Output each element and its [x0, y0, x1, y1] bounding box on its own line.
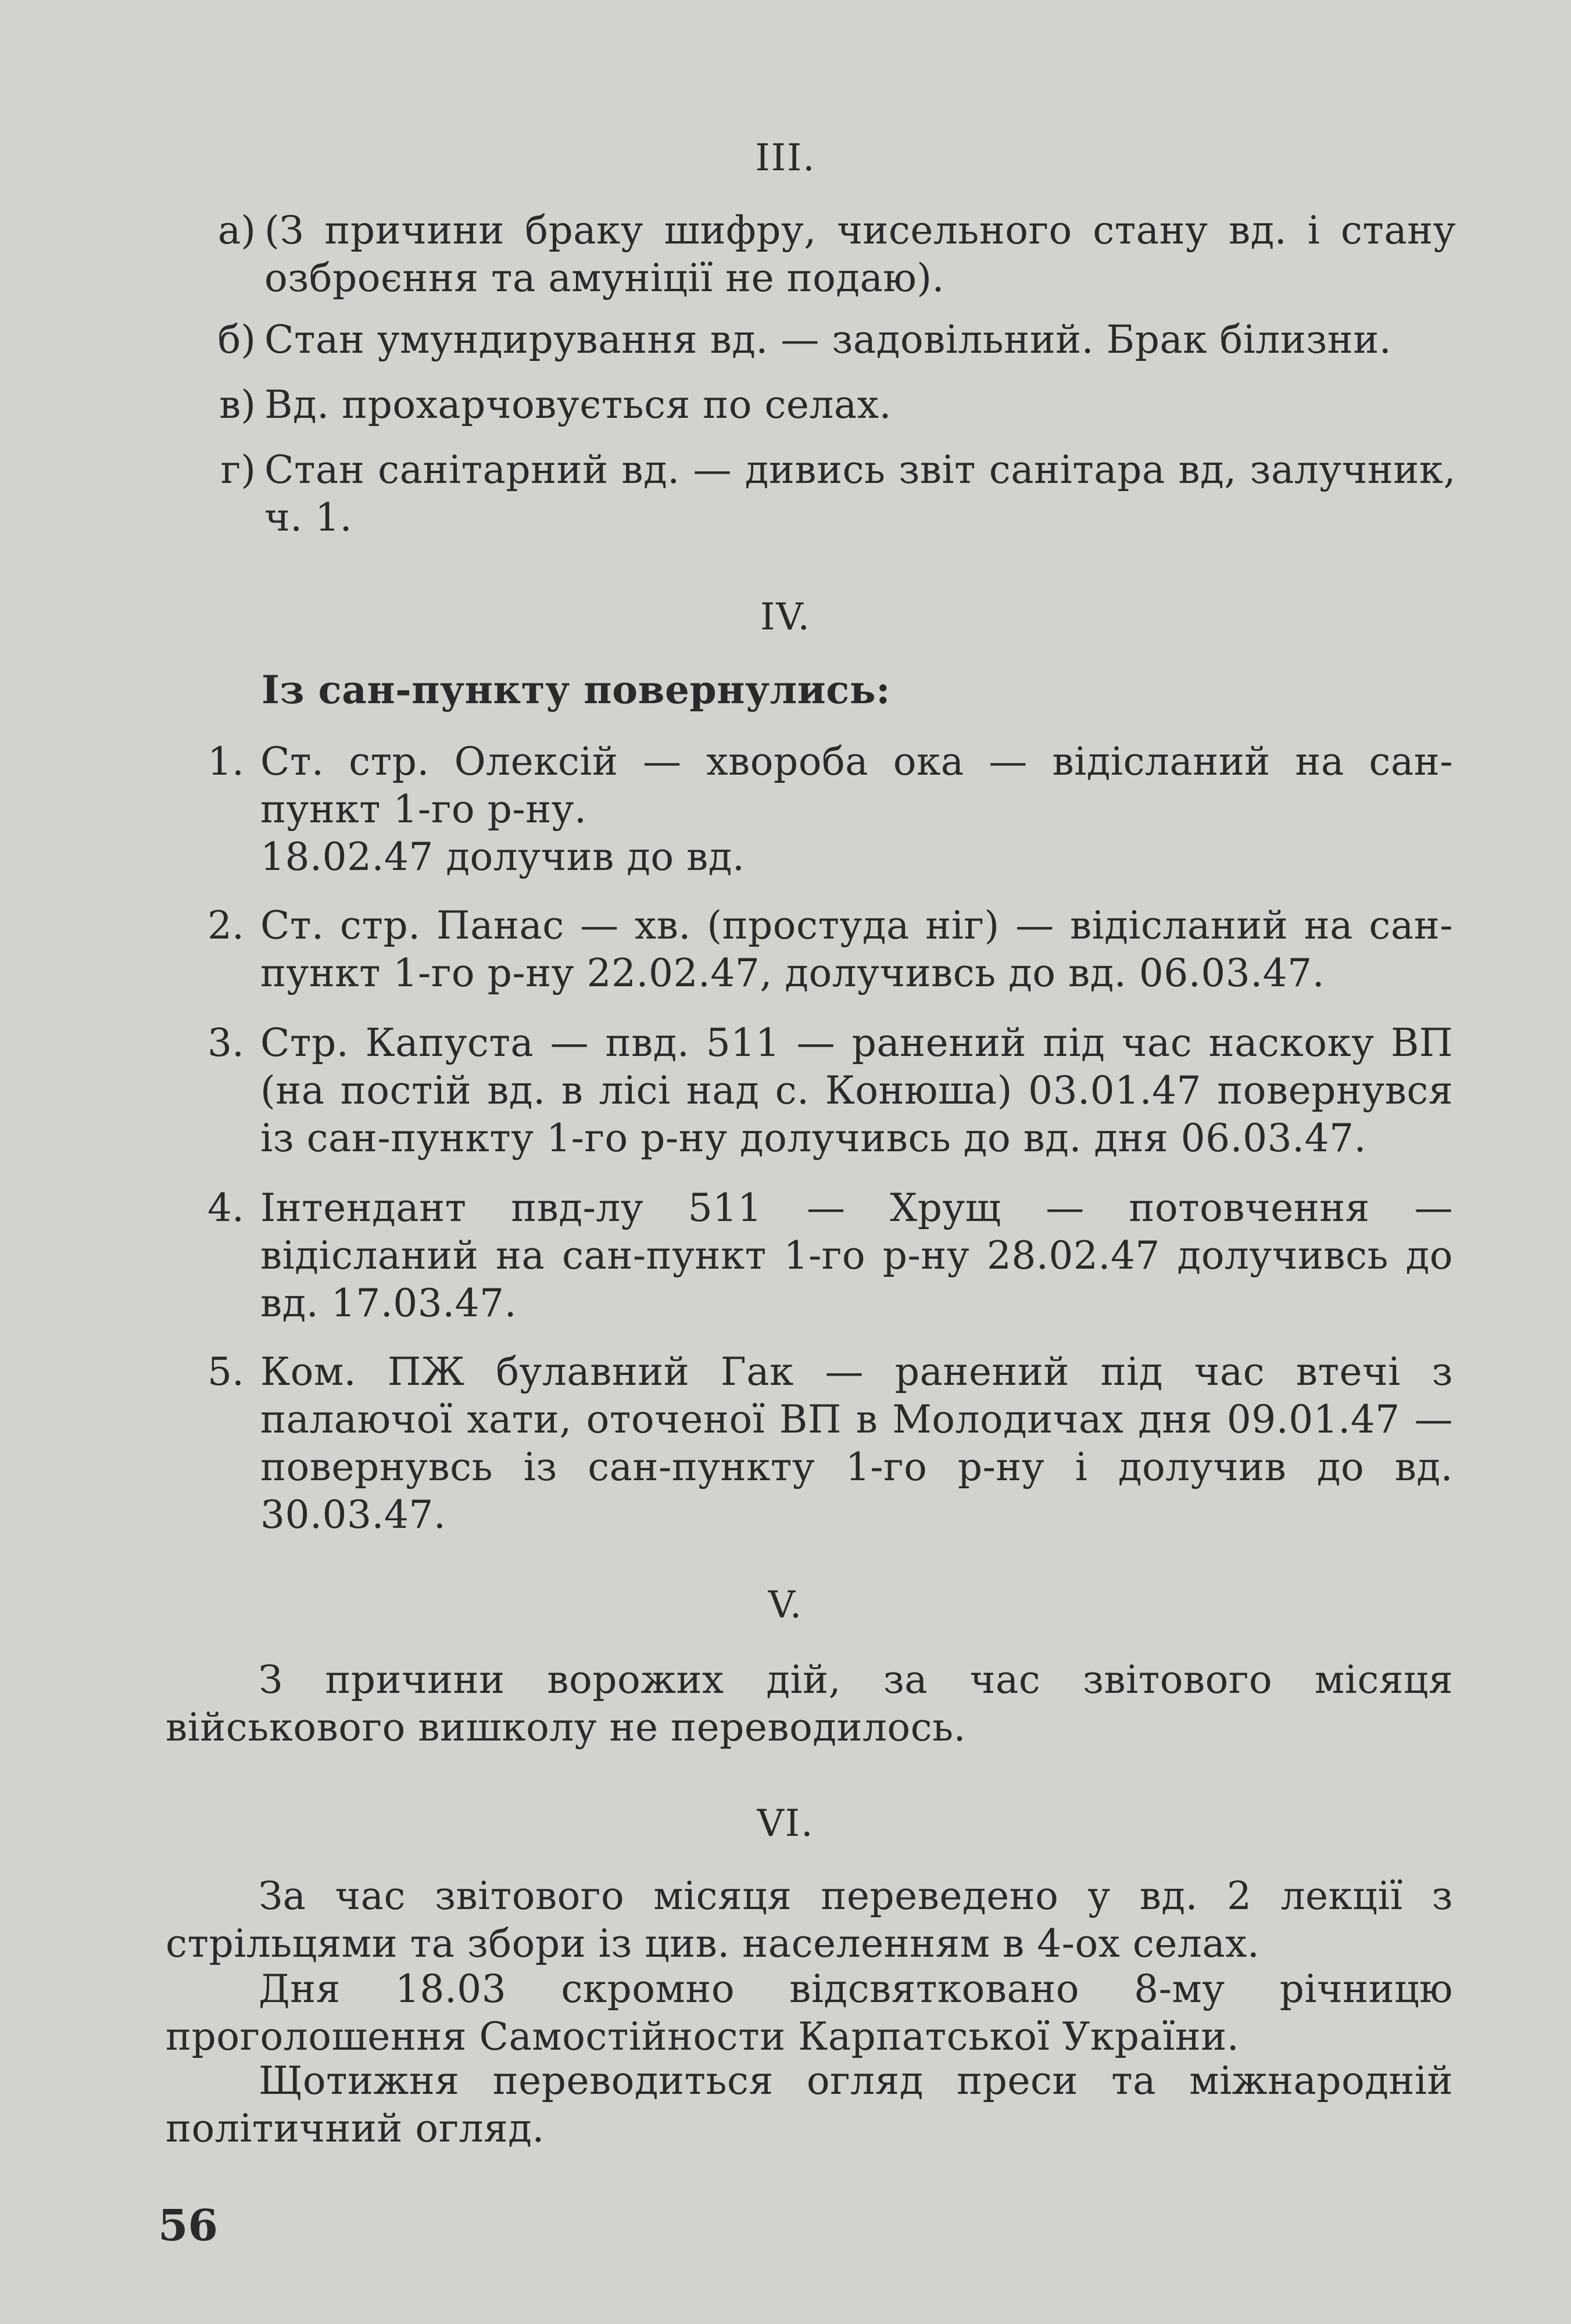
section-iii-item-text: Стан умундирування вд. — задовільний. Брак білизни.: [264, 317, 1392, 362]
section-iv-heading: IV.: [760, 596, 811, 639]
section-iv-item-marker: 4.: [207, 1186, 244, 1230]
section-iv-subheading: Із сан-пункту повернулись:: [262, 667, 890, 712]
page-number: 56: [158, 2201, 218, 2251]
section-iii-item-text: (З причини браку шифру, чисельного стану вд. і стану озброєння та амуніції не подаю).: [264, 208, 1456, 300]
section-v-heading: V.: [768, 1584, 803, 1627]
section-iii-item-marker: б): [217, 317, 256, 362]
section-iv-item-note: 18.02.47 долучив до вд.: [260, 835, 745, 879]
section-iv-item-text: Ком. ПЖ булавний Гак — ранений під час втечі з палаючої хати, оточеної ВП в Молодичах дня 09.01.47 — повернувсь із сан-пункту 1-го р-ну і долучив до вд. 30.03.47.: [260, 1349, 1453, 1537]
section-iv-item-text: Стр. Капуста — пвд. 511 — ранений під час наскоку ВП (на постій вд. в лісі над с. Конюша) 03.01.47 повернувся із сан-пункту 1-го р-ну долучивсь до вд. дня 06.03.47.: [260, 1020, 1453, 1161]
section-iv-item-text: Ст. стр. Панас — хв. (простуда ніг) — відісланий на сан-пункт 1-го р-ну 22.02.47, долучивсь до вд. 06.03.47.: [260, 903, 1453, 996]
section-v-paragraph: З причини ворожих дій, за час звітового місяця військового вишколу не переводилось.: [166, 1657, 1453, 1750]
section-iii-item-marker: в): [219, 382, 256, 427]
section-iii-item-text: Стан санітарний вд. — дивись звіт санітара вд, залучник, ч. 1.: [264, 447, 1456, 540]
section-vi-paragraph: Дня 18.03 скромно відсвятковано 8-му річницю проголошення Самостійности Карпатської України.: [166, 1967, 1453, 2059]
section-iii-heading: III.: [755, 137, 816, 180]
section-iv-item-marker: 2.: [207, 903, 244, 948]
section-iv-item-marker: 3.: [207, 1020, 244, 1065]
section-vi-heading: VI.: [757, 1802, 814, 1845]
section-iii-item-marker: а): [217, 208, 256, 253]
section-vi-paragraph: За час звітового місяця переведено у вд. 2 лекції з стрільцями та збори із цив. населенням в 4-ох селах.: [166, 1874, 1453, 1966]
section-iv-item-text: Ст. стр. Олексій — хвороба ока — відісланий на сан-пункт 1-го р-ну.: [260, 739, 1453, 832]
section-iv-item-marker: 1.: [207, 739, 244, 784]
section-vi-paragraph: Щотижня переводиться огляд преси та міжнародній політичний огляд.: [166, 2058, 1453, 2151]
section-iii-item-marker: г): [220, 447, 256, 492]
section-iv-item-text: Інтендант пвд-лу 511 — Хрущ — потовчення — відісланий на сан-пункт 1-го р-ну 28.02.47 долучивсь до вд. 17.03.47.: [260, 1186, 1453, 1326]
section-iv-item-marker: 5.: [207, 1349, 244, 1394]
section-iii-item-text: Вд. прохарчовується по селах.: [264, 382, 892, 427]
